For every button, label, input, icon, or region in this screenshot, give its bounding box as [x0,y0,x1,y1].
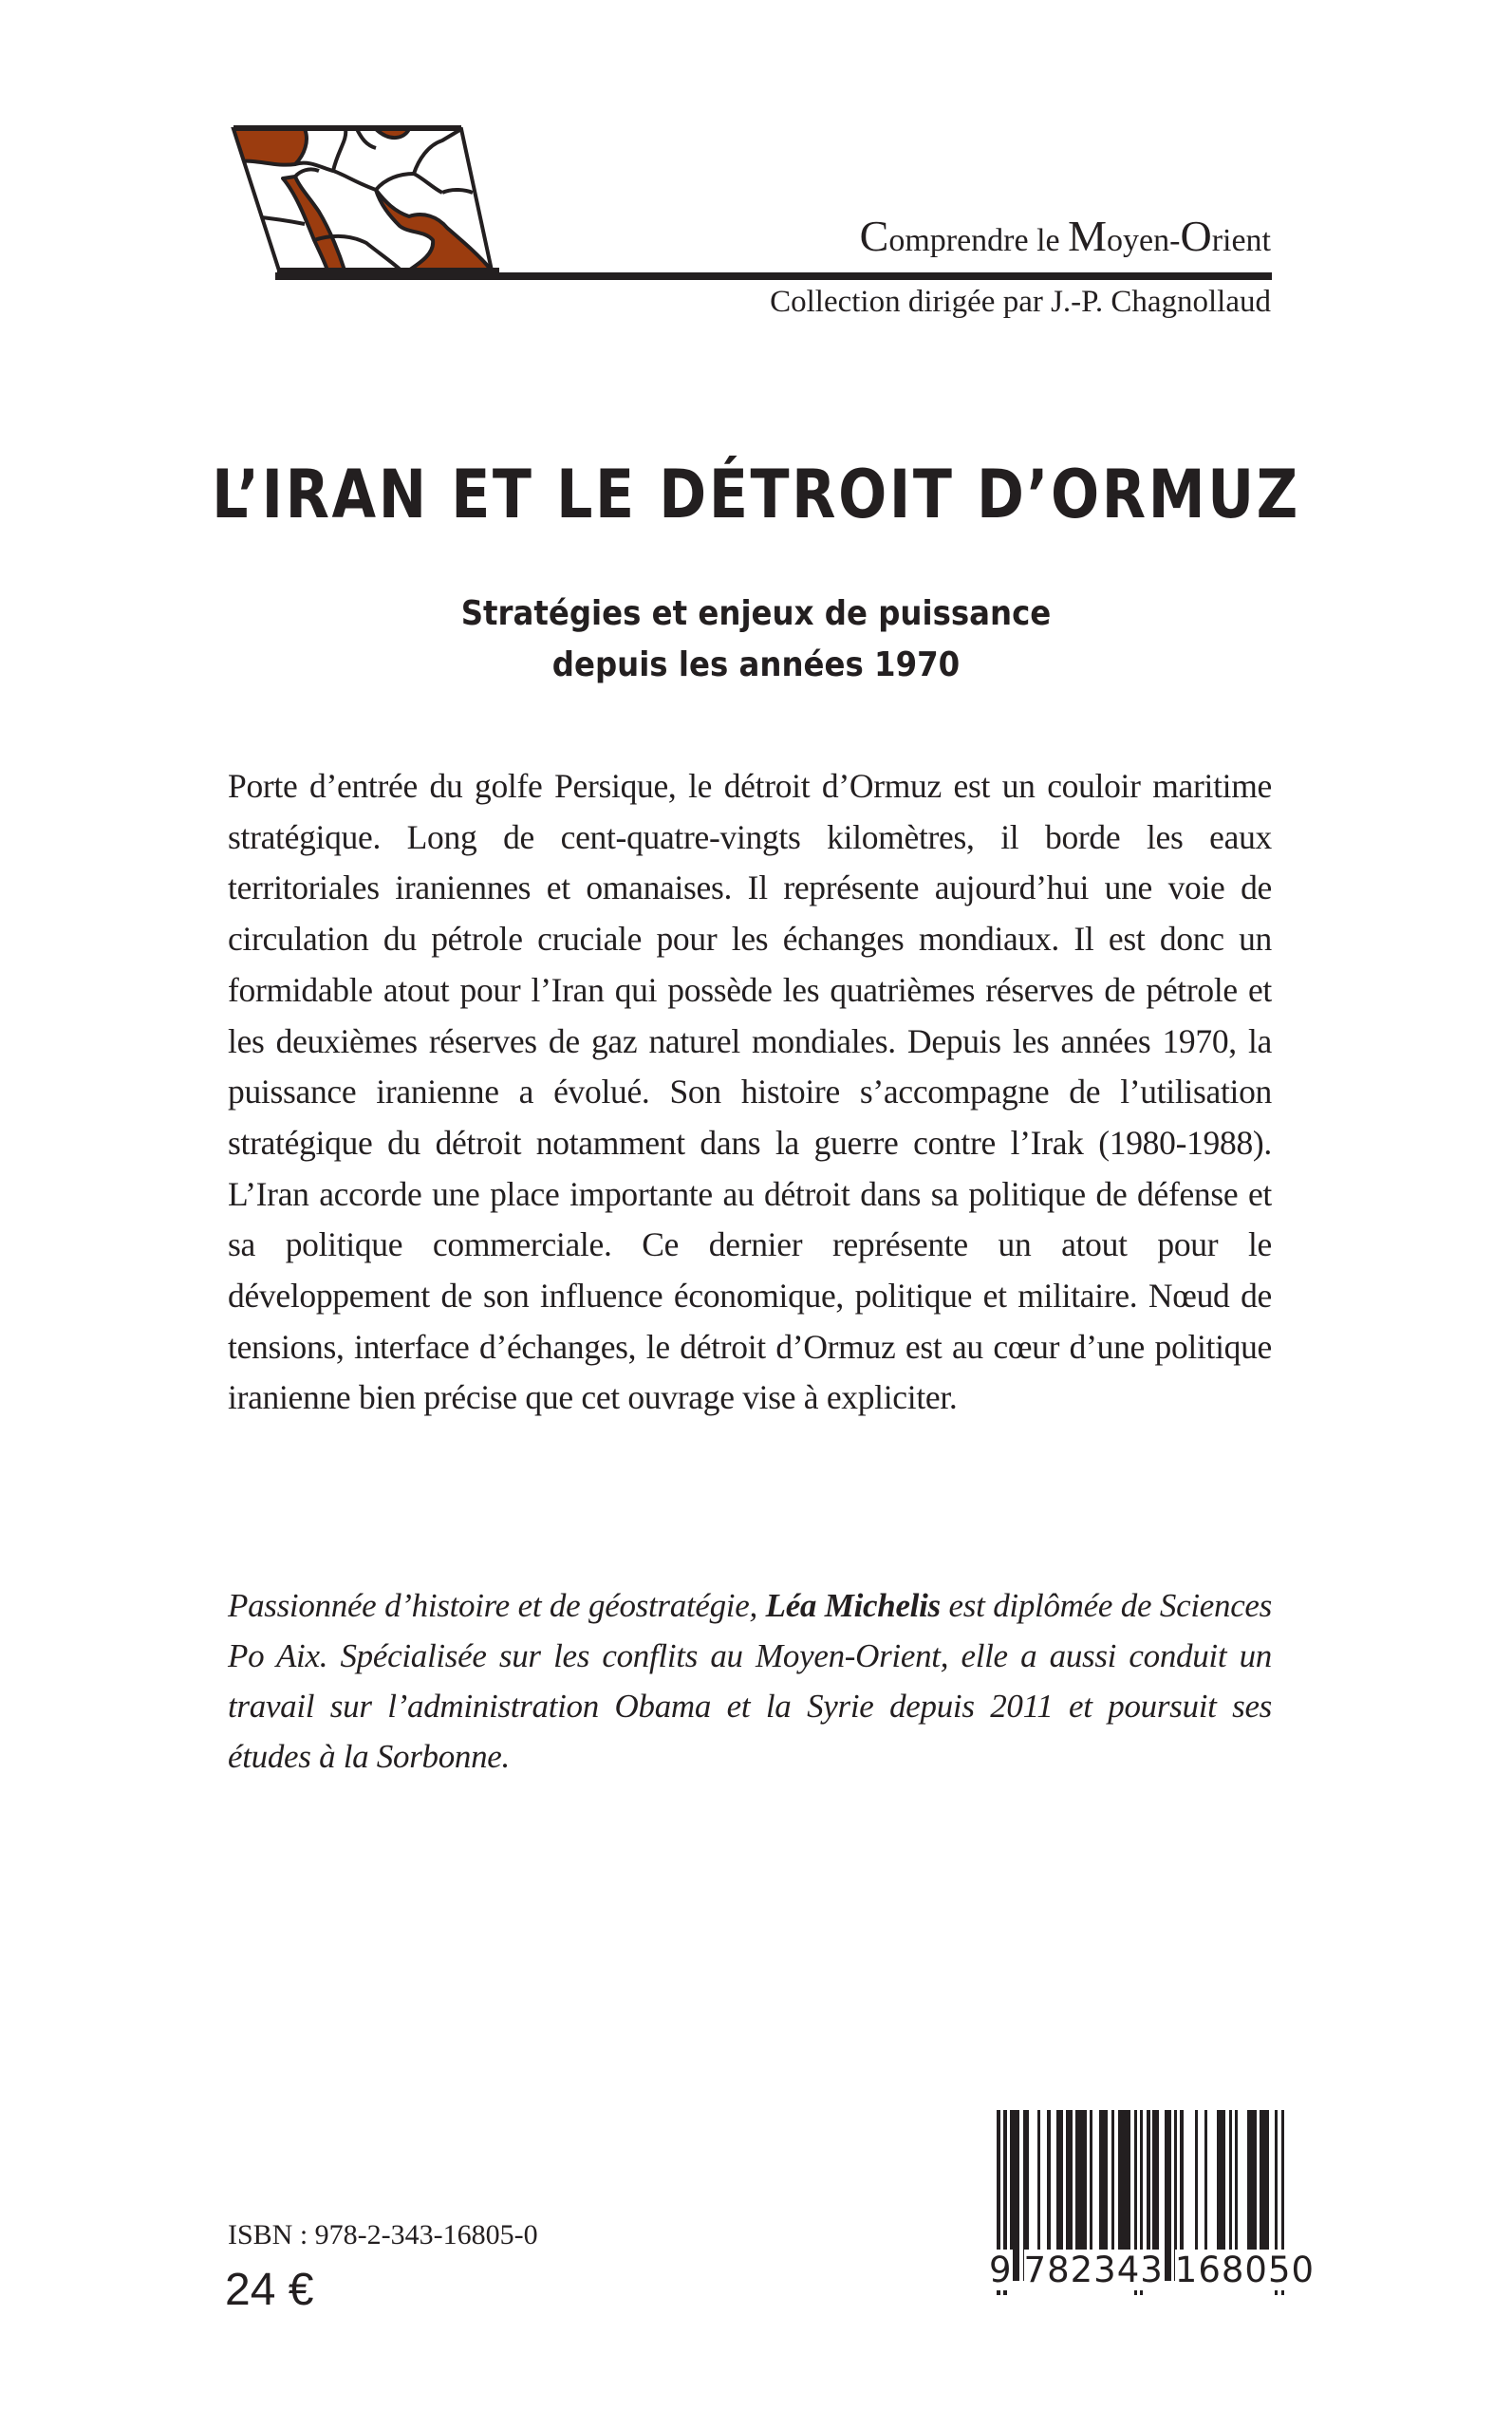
book-title: L’IRAN ET LE DÉTROIT D’ORMUZ [212,456,1300,533]
series-logo [224,121,499,277]
price: 24 € [225,2265,314,2315]
author-name: Léa Michelis [765,1587,941,1624]
header-rule [275,272,1272,280]
blurb-paragraph: Porte d’entrée du golfe Persique, le détroit d’Ormuz est un couloir maritime stratégique. Long de cent-quatre-vingts kilomètres, il borde les eaux territoriales iraniennes et omanaises. Il représente aujourd’hui une voie de circulation du pétrole cruciale pour les échanges mondiaux. Il est donc un formidable atout pour l’Iran qui possède les quatrièmes réserves de pétrole et les deuxièmes réserves de gaz naturel mondiales. Depuis les années 1970, la puissance iranienne a évolué. Son histoire s’accompagne de l’utilisation stratégique du détroit notamment dans la guerre contre l’Irak (1980-1988). L’Iran accorde une place importante au détroit dans sa politique de défense et sa politique commerciale. Ce dernier représente un atout pour le développement de son influence économique, politique et militaire. Nœud de tensions, interface d’échanges, le détroit d’Ormuz est au cœur d’une politique iranienne bien précise que cet ouvrage vise à expliciter. [228,767,1272,1417]
subtitle-line-1: Stratégies et enjeux de puissance [460,594,1052,633]
book-subtitle [76,588,1437,691]
series-editor: Collection dirigée par J.-P. Chagnollaud [770,285,1271,319]
author-bio: Passionnée d’histoire et de géostratégie, Léa Michelis est diplômée de Sciences Po Aix. Spécialisée sur les conflits au Moyen-Orient, elle a aussi conduit un travail sur l’administration Obama et la Syrie depuis 2011 et poursuit ses études à la Sorbonne. [228,1587,1272,1775]
isbn: ISBN : 978-2-343-16805-0 [228,2219,538,2250]
series-title: Comprendre le Moyen-Orient [859,212,1271,260]
barcode-number: 9 782343 168050 [989,2250,1316,2290]
middle-east-map-icon [224,121,499,277]
subtitle-line-2: depuis les années 1970 [551,645,961,684]
